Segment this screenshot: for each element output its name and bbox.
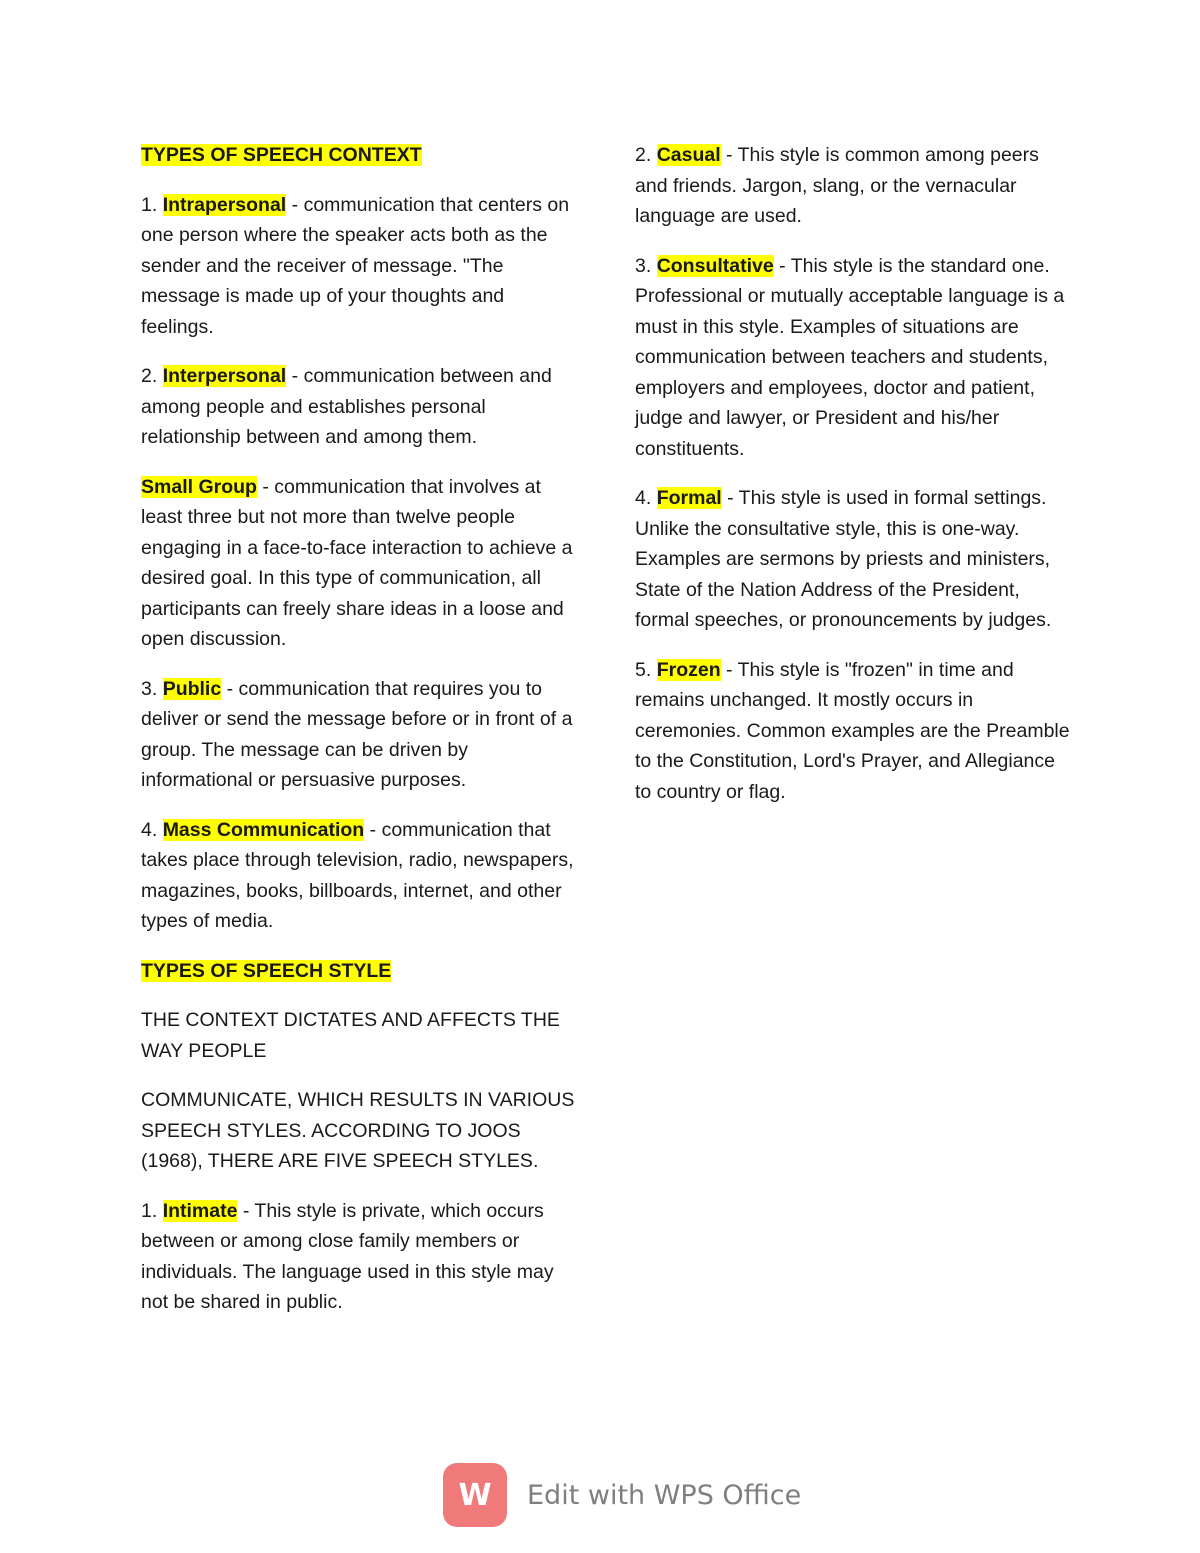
term-highlight: Interpersonal xyxy=(162,365,287,387)
right-column xyxy=(635,140,1075,826)
term-highlight: Public xyxy=(162,677,222,700)
term-highlight: Intimate xyxy=(162,1199,238,1222)
paragraph-intimate: 1. Intimate - This style is private, which occurs between or among close family members or individuals. The language used in this style may not be shared in public. xyxy=(141,1199,554,1313)
paragraph-frozen: 5. Frozen - This style is "frozen" in time and remains unchanged. It mostly occurs in ceremonies. Common examples are the Preamble to the Constitution, Lord's Prayer, and Allegiance to country or flag. xyxy=(635,658,1070,803)
paragraph-formal: 4. Formal - This style is used in formal settings. Unlike the consultative style, this is one-way. Examples are sermons by priests and ministers, State of the Nation Address of the President, formal speeches, or pronouncements by judges. xyxy=(635,487,1052,631)
wps-footer[interactable] xyxy=(443,1463,801,1527)
paragraph-interpersonal: 2. Interpersonal - communication between and among people and establishes personal relationship between and among them. xyxy=(141,365,552,448)
paragraph-intrapersonal: 1. Intrapersonal - communication that centers on one person where the speaker acts both as the sender and the receiver of message. "The message is made up of your thoughts and feelings. xyxy=(141,193,570,338)
term-highlight: Intrapersonal xyxy=(162,193,287,216)
term-highlight: Mass Communication xyxy=(162,818,365,841)
intro-paragraph-1: THE CONTEXT DICTATES AND AFFECTS THE WAY PEOPLE xyxy=(141,1009,560,1062)
term-highlight: Small Group xyxy=(141,475,257,498)
paragraph-casual: 2. Casual - This style is common among peers and friends. Jargon, slang, or the vernacular language are used. xyxy=(635,144,1039,227)
paragraph-small-group: Small Group - communication that involves at least three but not more than twelve people engaging in a face-to-face interaction to achieve a desired goal. In this type of communication, all participants can freely share ideas in a loose and open discussion. xyxy=(141,475,573,650)
term-highlight: Consultative xyxy=(656,254,774,277)
section-heading-context: TYPES OF SPEECH CONTEXT xyxy=(141,144,422,166)
term-highlight: Frozen xyxy=(656,658,721,681)
section-heading-style: TYPES OF SPEECH STYLE xyxy=(141,959,392,982)
intro-paragraph-2: COMMUNICATE, WHICH RESULTS IN VARIOUS SPEECH STYLES. ACCORDING TO JOOS (1968), THERE ARE FIVE SPEECH STYLES. xyxy=(141,1089,575,1172)
paragraph-consultative: 3. Consultative - This style is the standard one. Professional or mutually acceptable language is a must in this style. Examples of situations are communication between teachers and students, employers and employees, doctor and patient, judge and lawyer, or President and his/her constituents. xyxy=(635,254,1065,460)
wps-logo-icon: W xyxy=(443,1463,507,1527)
paragraph-public: 3. Public - communication that requires you to deliver or send the message before or in front of a group. The message can be driven by informational or persuasive purposes. xyxy=(141,677,573,791)
wps-edit-label: Edit with WPS Office xyxy=(527,1479,802,1511)
term-highlight: Casual xyxy=(656,144,721,166)
paragraph-mass-communication: 4. Mass Communication - communication that takes place through television, radio, newspapers, magazines, books, billboards, internet, and other types of media. xyxy=(141,818,574,932)
left-column xyxy=(141,140,581,1337)
term-highlight: Formal xyxy=(656,487,722,509)
